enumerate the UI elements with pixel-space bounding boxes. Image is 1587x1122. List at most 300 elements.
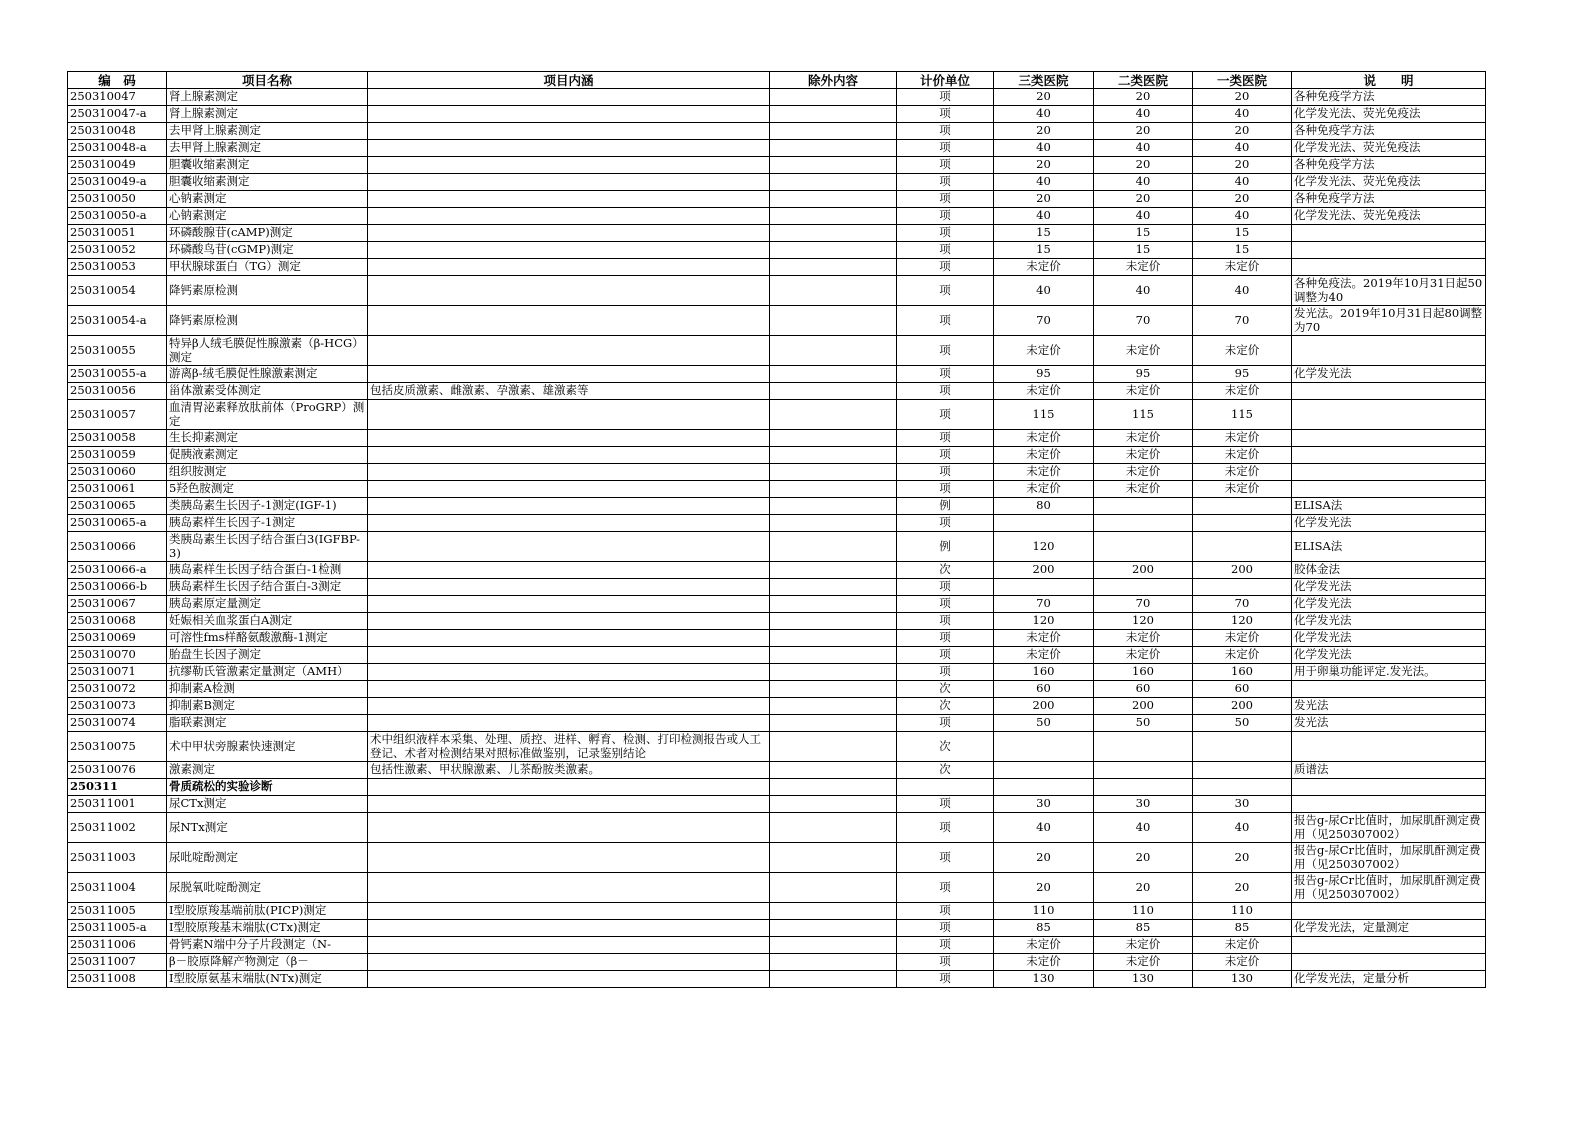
cell-unit: 项 xyxy=(897,715,994,732)
cell-name: 5羟色胺测定 xyxy=(167,481,368,498)
cell-exclude xyxy=(770,647,897,664)
cell-name: 环磷酸腺苷(cAMP)测定 xyxy=(167,225,368,242)
cell-note xyxy=(1292,779,1486,796)
cell-price-class2: 15 xyxy=(1094,225,1193,242)
cell-price-class2: 未定价 xyxy=(1094,383,1193,400)
cell-content xyxy=(368,366,770,383)
cell-price-class3: 130 xyxy=(994,971,1094,988)
table-row xyxy=(68,515,1486,532)
cell-content xyxy=(368,630,770,647)
cell-price-class1: 未定价 xyxy=(1193,383,1292,400)
cell-code: 250310050-a xyxy=(68,208,167,225)
table-row xyxy=(68,174,1486,191)
cell-price-class2: 60 xyxy=(1094,681,1193,698)
cell-content xyxy=(368,596,770,613)
cell-exclude xyxy=(770,208,897,225)
cell-price-class2: 130 xyxy=(1094,971,1193,988)
cell-code: 250310065 xyxy=(68,498,167,515)
cell-code: 250311008 xyxy=(68,971,167,988)
cell-unit: 次 xyxy=(897,698,994,715)
cell-note: 各种免疫学方法 xyxy=(1292,157,1486,174)
cell-content xyxy=(368,157,770,174)
cell-unit: 项 xyxy=(897,225,994,242)
cell-exclude xyxy=(770,630,897,647)
cell-unit: 项 xyxy=(897,630,994,647)
cell-price-class2 xyxy=(1094,498,1193,515)
cell-price-class1: 40 xyxy=(1193,106,1292,123)
cell-unit: 项 xyxy=(897,191,994,208)
cell-unit: 次 xyxy=(897,732,994,762)
cell-exclude xyxy=(770,698,897,715)
cell-unit: 项 xyxy=(897,366,994,383)
cell-unit: 项 xyxy=(897,613,994,630)
cell-exclude xyxy=(770,920,897,937)
table-row xyxy=(68,664,1486,681)
cell-price-class2: 15 xyxy=(1094,242,1193,259)
cell-unit: 项 xyxy=(897,843,994,873)
cell-price-class3: 未定价 xyxy=(994,447,1094,464)
cell-price-class2: 70 xyxy=(1094,596,1193,613)
cell-content xyxy=(368,954,770,971)
cell-content xyxy=(368,515,770,532)
cell-name: I型胶原氨基末端肽(NTx)测定 xyxy=(167,971,368,988)
cell-name: 胆囊收缩素测定 xyxy=(167,157,368,174)
cell-price-class2: 20 xyxy=(1094,89,1193,106)
cell-price-class3: 40 xyxy=(994,140,1094,157)
table-row xyxy=(68,937,1486,954)
cell-code: 250311006 xyxy=(68,937,167,954)
col-header-unit: 计价单位 xyxy=(897,72,994,89)
cell-price-class1: 未定价 xyxy=(1193,954,1292,971)
cell-content xyxy=(368,779,770,796)
cell-name: 可溶性fms样酪氨酸激酶-1测定 xyxy=(167,630,368,647)
table-row xyxy=(68,225,1486,242)
cell-price-class2: 未定价 xyxy=(1094,954,1193,971)
cell-name: 生长抑素测定 xyxy=(167,430,368,447)
cell-price-class2: 40 xyxy=(1094,174,1193,191)
cell-price-class2: 20 xyxy=(1094,191,1193,208)
cell-content xyxy=(368,498,770,515)
cell-content xyxy=(368,430,770,447)
cell-unit: 项 xyxy=(897,140,994,157)
table-row xyxy=(68,191,1486,208)
cell-code: 250310055 xyxy=(68,336,167,366)
cell-price-class2: 40 xyxy=(1094,208,1193,225)
cell-price-class3: 未定价 xyxy=(994,647,1094,664)
table-row xyxy=(68,157,1486,174)
table-row xyxy=(68,447,1486,464)
header-row xyxy=(68,72,1486,89)
cell-note xyxy=(1292,903,1486,920)
table-row xyxy=(68,715,1486,732)
cell-exclude xyxy=(770,596,897,613)
table-row xyxy=(68,532,1486,562)
cell-exclude xyxy=(770,400,897,430)
col-header-class2: 二类医院 xyxy=(1094,72,1193,89)
cell-unit: 项 xyxy=(897,208,994,225)
section-row xyxy=(68,779,1486,796)
cell-price-class2: 未定价 xyxy=(1094,481,1193,498)
cell-price-class2: 40 xyxy=(1094,106,1193,123)
cell-price-class3: 40 xyxy=(994,276,1094,306)
cell-price-class1: 15 xyxy=(1193,225,1292,242)
cell-unit: 项 xyxy=(897,430,994,447)
cell-name: 类胰岛素生长因子结合蛋白3(IGFBP-3) xyxy=(167,532,368,562)
cell-code: 250310067 xyxy=(68,596,167,613)
cell-content xyxy=(368,647,770,664)
cell-code: 250311002 xyxy=(68,813,167,843)
cell-price-class3: 15 xyxy=(994,225,1094,242)
cell-exclude xyxy=(770,681,897,698)
cell-name: 骨质疏松的实验诊断 xyxy=(167,779,368,796)
cell-content xyxy=(368,306,770,336)
cell-content xyxy=(368,562,770,579)
cell-note xyxy=(1292,954,1486,971)
cell-content xyxy=(368,664,770,681)
cell-note: 化学发光法 xyxy=(1292,596,1486,613)
cell-name: I型胶原羧基端前肽(PICP)测定 xyxy=(167,903,368,920)
cell-exclude xyxy=(770,447,897,464)
cell-content xyxy=(368,447,770,464)
cell-content xyxy=(368,89,770,106)
table-row xyxy=(68,843,1486,873)
cell-price-class3: 未定价 xyxy=(994,481,1094,498)
cell-price-class2 xyxy=(1094,779,1193,796)
cell-unit: 项 xyxy=(897,89,994,106)
cell-exclude xyxy=(770,532,897,562)
cell-note: 化学发光法 xyxy=(1292,613,1486,630)
cell-price-class3: 未定价 xyxy=(994,383,1094,400)
cell-unit: 项 xyxy=(897,796,994,813)
cell-note xyxy=(1292,796,1486,813)
cell-unit: 项 xyxy=(897,306,994,336)
cell-code: 250310070 xyxy=(68,647,167,664)
table-row xyxy=(68,647,1486,664)
cell-note: ELISA法 xyxy=(1292,532,1486,562)
cell-price-class3: 20 xyxy=(994,89,1094,106)
table-row xyxy=(68,813,1486,843)
cell-code: 250310054 xyxy=(68,276,167,306)
cell-exclude xyxy=(770,242,897,259)
cell-exclude xyxy=(770,306,897,336)
table-row xyxy=(68,306,1486,336)
table-row xyxy=(68,596,1486,613)
cell-name: 妊娠相关血浆蛋白A测定 xyxy=(167,613,368,630)
col-header-class1: 一类医院 xyxy=(1193,72,1292,89)
cell-exclude xyxy=(770,336,897,366)
cell-price-class3: 20 xyxy=(994,873,1094,903)
cell-price-class3: 50 xyxy=(994,715,1094,732)
cell-exclude xyxy=(770,579,897,596)
cell-code: 250311005 xyxy=(68,903,167,920)
cell-price-class1 xyxy=(1193,498,1292,515)
cell-code: 250311005-a xyxy=(68,920,167,937)
table-row xyxy=(68,383,1486,400)
cell-content xyxy=(368,873,770,903)
cell-code: 250310047 xyxy=(68,89,167,106)
cell-price-class3: 120 xyxy=(994,613,1094,630)
cell-name: β－胶原降解产物测定（β－ xyxy=(167,954,368,971)
cell-unit: 项 xyxy=(897,873,994,903)
cell-exclude xyxy=(770,937,897,954)
table-row xyxy=(68,259,1486,276)
table-row xyxy=(68,242,1486,259)
cell-note: ELISA法 xyxy=(1292,498,1486,515)
cell-content xyxy=(368,613,770,630)
cell-code: 250310048 xyxy=(68,123,167,140)
cell-price-class1: 200 xyxy=(1193,698,1292,715)
cell-note xyxy=(1292,481,1486,498)
cell-price-class3: 115 xyxy=(994,400,1094,430)
cell-name: 尿NTx测定 xyxy=(167,813,368,843)
cell-price-class2: 115 xyxy=(1094,400,1193,430)
cell-exclude xyxy=(770,464,897,481)
cell-name: 去甲肾上腺素测定 xyxy=(167,140,368,157)
cell-unit: 项 xyxy=(897,464,994,481)
cell-content xyxy=(368,681,770,698)
cell-content xyxy=(368,796,770,813)
table-row xyxy=(68,481,1486,498)
cell-content xyxy=(368,123,770,140)
table-row xyxy=(68,873,1486,903)
cell-content xyxy=(368,464,770,481)
cell-price-class2: 20 xyxy=(1094,873,1193,903)
cell-unit: 项 xyxy=(897,157,994,174)
cell-unit: 项 xyxy=(897,106,994,123)
cell-price-class1: 20 xyxy=(1193,123,1292,140)
cell-unit: 项 xyxy=(897,383,994,400)
cell-name: 胆囊收缩素测定 xyxy=(167,174,368,191)
cell-price-class3: 40 xyxy=(994,208,1094,225)
cell-code: 250310049-a xyxy=(68,174,167,191)
cell-unit: 项 xyxy=(897,123,994,140)
cell-exclude xyxy=(770,954,897,971)
cell-note: 各种免疫法。2019年10月31日起50调整为40 xyxy=(1292,276,1486,306)
cell-content xyxy=(368,481,770,498)
cell-code: 250310050 xyxy=(68,191,167,208)
table-row xyxy=(68,562,1486,579)
cell-code: 250310066 xyxy=(68,532,167,562)
cell-price-class2: 未定价 xyxy=(1094,447,1193,464)
cell-note: 化学发光法、荧光免疫法 xyxy=(1292,208,1486,225)
cell-content: 包括皮质激素、雌激素、孕激素、雄激素等 xyxy=(368,383,770,400)
cell-exclude xyxy=(770,157,897,174)
cell-price-class1: 20 xyxy=(1193,157,1292,174)
col-header-code: 编 码 xyxy=(68,72,167,89)
cell-exclude xyxy=(770,843,897,873)
table-row xyxy=(68,498,1486,515)
cell-unit: 项 xyxy=(897,920,994,937)
cell-price-class3: 95 xyxy=(994,366,1094,383)
cell-price-class1: 40 xyxy=(1193,276,1292,306)
table-row xyxy=(68,336,1486,366)
cell-name: I型胶原羧基末端肽(CTx)测定 xyxy=(167,920,368,937)
cell-price-class1: 未定价 xyxy=(1193,464,1292,481)
cell-price-class1: 40 xyxy=(1193,140,1292,157)
cell-content xyxy=(368,579,770,596)
cell-unit: 项 xyxy=(897,336,994,366)
cell-content xyxy=(368,920,770,937)
cell-name: 去甲肾上腺素测定 xyxy=(167,123,368,140)
cell-content xyxy=(368,174,770,191)
cell-code: 250311001 xyxy=(68,796,167,813)
cell-exclude xyxy=(770,873,897,903)
table-row xyxy=(68,106,1486,123)
cell-price-class3: 未定价 xyxy=(994,954,1094,971)
cell-content: 包括性激素、甲状腺激素、儿茶酚胺类激素。 xyxy=(368,762,770,779)
cell-price-class1: 未定价 xyxy=(1193,481,1292,498)
cell-content xyxy=(368,532,770,562)
cell-content xyxy=(368,698,770,715)
table-row xyxy=(68,920,1486,937)
cell-code: 250310068 xyxy=(68,613,167,630)
cell-price-class1: 未定价 xyxy=(1193,937,1292,954)
cell-exclude xyxy=(770,191,897,208)
cell-price-class1: 120 xyxy=(1193,613,1292,630)
cell-unit: 项 xyxy=(897,903,994,920)
cell-price-class3: 未定价 xyxy=(994,336,1094,366)
table-row xyxy=(68,630,1486,647)
cell-exclude xyxy=(770,762,897,779)
cell-price-class3: 20 xyxy=(994,157,1094,174)
cell-price-class3: 60 xyxy=(994,681,1094,698)
cell-unit: 项 xyxy=(897,242,994,259)
table-row xyxy=(68,140,1486,157)
cell-note: 发光法 xyxy=(1292,698,1486,715)
cell-unit: 次 xyxy=(897,762,994,779)
cell-unit: 项 xyxy=(897,579,994,596)
cell-unit: 项 xyxy=(897,647,994,664)
cell-price-class3: 110 xyxy=(994,903,1094,920)
cell-name: 促胰液素测定 xyxy=(167,447,368,464)
cell-unit: 例 xyxy=(897,532,994,562)
cell-price-class3 xyxy=(994,762,1094,779)
cell-note: 质谱法 xyxy=(1292,762,1486,779)
cell-note: 报告g-尿Cr比值时，加尿肌酐测定费用（见250307002） xyxy=(1292,873,1486,903)
cell-name: 骨钙素N端中分子片段测定（N- xyxy=(167,937,368,954)
cell-code: 250310054-a xyxy=(68,306,167,336)
cell-price-class1: 15 xyxy=(1193,242,1292,259)
cell-content xyxy=(368,242,770,259)
cell-code: 250310069 xyxy=(68,630,167,647)
cell-exclude xyxy=(770,813,897,843)
cell-code: 250310075 xyxy=(68,732,167,762)
cell-unit: 项 xyxy=(897,515,994,532)
cell-content xyxy=(368,208,770,225)
cell-content xyxy=(368,276,770,306)
table-row xyxy=(68,400,1486,430)
cell-unit: 项 xyxy=(897,447,994,464)
cell-code: 250310055-a xyxy=(68,366,167,383)
cell-price-class3: 40 xyxy=(994,106,1094,123)
table-row xyxy=(68,954,1486,971)
cell-exclude xyxy=(770,430,897,447)
cell-code: 250310051 xyxy=(68,225,167,242)
cell-note: 化学发光法、荧光免疫法 xyxy=(1292,106,1486,123)
cell-price-class3: 20 xyxy=(994,843,1094,873)
cell-code: 250311003 xyxy=(68,843,167,873)
cell-note xyxy=(1292,336,1486,366)
cell-price-class1: 50 xyxy=(1193,715,1292,732)
cell-price-class2: 120 xyxy=(1094,613,1193,630)
cell-unit: 项 xyxy=(897,276,994,306)
cell-exclude xyxy=(770,366,897,383)
cell-price-class2: 20 xyxy=(1094,123,1193,140)
cell-price-class1 xyxy=(1193,532,1292,562)
cell-price-class3: 40 xyxy=(994,813,1094,843)
cell-exclude xyxy=(770,106,897,123)
cell-note: 化学发光法，定量测定 xyxy=(1292,920,1486,937)
cell-content xyxy=(368,937,770,954)
cell-price-class2: 未定价 xyxy=(1094,630,1193,647)
cell-note: 化学发光法、荧光免疫法 xyxy=(1292,140,1486,157)
cell-price-class1 xyxy=(1193,579,1292,596)
cell-unit: 次 xyxy=(897,562,994,579)
cell-price-class3: 120 xyxy=(994,532,1094,562)
cell-name: 肾上腺素测定 xyxy=(167,106,368,123)
cell-price-class2: 20 xyxy=(1094,157,1193,174)
cell-price-class3: 20 xyxy=(994,191,1094,208)
cell-price-class2 xyxy=(1094,532,1193,562)
table-row xyxy=(68,613,1486,630)
cell-name: 抑制素A检测 xyxy=(167,681,368,698)
cell-exclude xyxy=(770,276,897,306)
cell-price-class3: 200 xyxy=(994,698,1094,715)
cell-price-class3: 85 xyxy=(994,920,1094,937)
cell-code: 250310061 xyxy=(68,481,167,498)
cell-price-class3: 未定价 xyxy=(994,430,1094,447)
table-row xyxy=(68,464,1486,481)
cell-exclude xyxy=(770,174,897,191)
cell-price-class1: 未定价 xyxy=(1193,647,1292,664)
cell-code: 250311004 xyxy=(68,873,167,903)
cell-note: 各种免疫学方法 xyxy=(1292,123,1486,140)
cell-code: 250311007 xyxy=(68,954,167,971)
cell-price-class1: 40 xyxy=(1193,208,1292,225)
cell-note: 化学发光法 xyxy=(1292,366,1486,383)
cell-price-class1 xyxy=(1193,762,1292,779)
cell-unit: 项 xyxy=(897,971,994,988)
cell-price-class1: 30 xyxy=(1193,796,1292,813)
cell-note xyxy=(1292,732,1486,762)
col-header-content: 项目内涵 xyxy=(368,72,770,89)
cell-exclude xyxy=(770,123,897,140)
cell-price-class2: 85 xyxy=(1094,920,1193,937)
cell-note: 报告g-尿Cr比值时，加尿肌酐测定费用（见250307002） xyxy=(1292,813,1486,843)
cell-price-class1: 95 xyxy=(1193,366,1292,383)
cell-code: 250310057 xyxy=(68,400,167,430)
cell-exclude xyxy=(770,225,897,242)
cell-exclude xyxy=(770,664,897,681)
cell-note xyxy=(1292,383,1486,400)
cell-note: 发光法。2019年10月31日起80调整为70 xyxy=(1292,306,1486,336)
cell-price-class1: 60 xyxy=(1193,681,1292,698)
cell-price-class3: 200 xyxy=(994,562,1094,579)
cell-price-class3: 80 xyxy=(994,498,1094,515)
cell-code: 250310052 xyxy=(68,242,167,259)
cell-price-class1: 20 xyxy=(1193,191,1292,208)
cell-price-class3 xyxy=(994,515,1094,532)
cell-price-class1: 未定价 xyxy=(1193,430,1292,447)
cell-price-class2: 40 xyxy=(1094,276,1193,306)
cell-code: 250310066-a xyxy=(68,562,167,579)
cell-price-class3: 70 xyxy=(994,596,1094,613)
col-header-note: 说 明 xyxy=(1292,72,1486,89)
cell-name: 组织胺测定 xyxy=(167,464,368,481)
cell-exclude xyxy=(770,562,897,579)
cell-note: 各种免疫学方法 xyxy=(1292,89,1486,106)
cell-unit: 项 xyxy=(897,937,994,954)
